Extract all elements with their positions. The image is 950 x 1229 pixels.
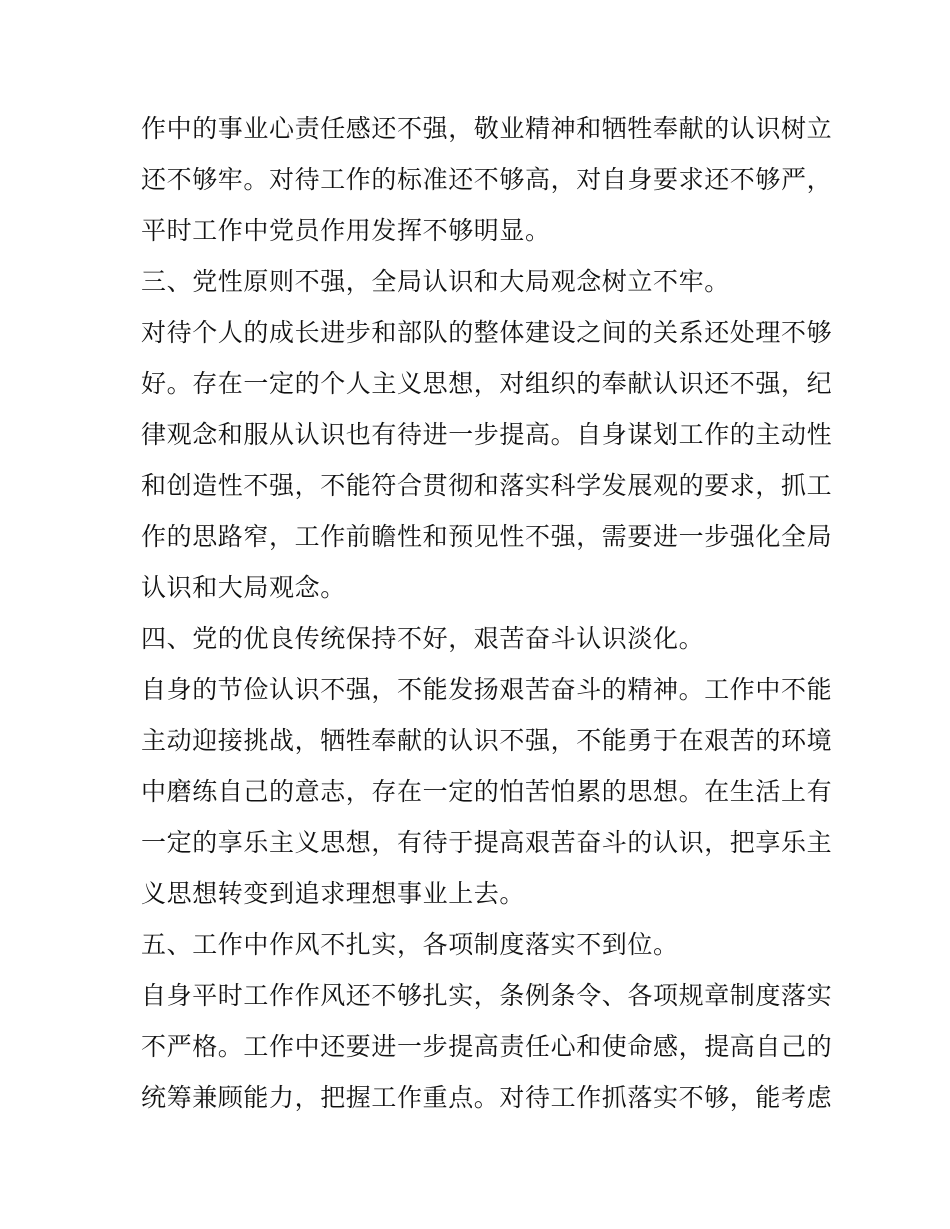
text-line: 主动迎接挑战，牺牲奉献的认识不强，不能勇于在艰苦的环境 xyxy=(141,726,833,755)
section-heading-5: 五、工作中作风不扎实，各项制度落实不到位。 xyxy=(141,930,679,959)
text-line: 统筹兼顾能力，把握工作重点。对待工作抓落实不够，能考虑 xyxy=(141,1083,833,1112)
section-heading-4: 四、党的优良传统保持不好，艰苦奋斗认识淡化。 xyxy=(141,624,705,653)
text-line: 一定的享乐主义思想，有待于提高艰苦奋斗的认识，把享乐主 xyxy=(141,828,833,857)
text-line: 认识和大局观念。 xyxy=(141,573,346,602)
text-line: 不严格。工作中还要进一步提高责任心和使命感，提高自己的 xyxy=(141,1032,833,1061)
section-heading-3: 三、党性原则不强，全局认识和大局观念树立不牢。 xyxy=(141,267,730,296)
text-line: 平时工作中党员作用发挥不够明显。 xyxy=(141,216,551,245)
text-line: 自身的节俭认识不强，不能发扬艰苦奋斗的精神。工作中不能 xyxy=(141,675,833,704)
text-line: 还不够牢。对待工作的标准还不够高，对自身要求还不够严， xyxy=(141,165,833,194)
text-line: 对待个人的成长进步和部队的整体建设之间的关系还处理不够 xyxy=(141,318,833,347)
text-line: 义思想转变到追求理想事业上去。 xyxy=(141,879,526,908)
text-line: 作中的事业心责任感还不强，敬业精神和牺牲奉献的认识树立 xyxy=(141,114,833,143)
document-body xyxy=(141,103,833,1123)
text-line: 律观念和服从认识也有待进一步提高。自身谋划工作的主动性 xyxy=(141,420,833,449)
text-line: 中磨练自己的意志，存在一定的怕苦怕累的思想。在生活上有 xyxy=(141,777,833,806)
text-line: 自身平时工作作风还不够扎实，条例条令、各项规章制度落实 xyxy=(141,981,833,1010)
text-line: 和创造性不强，不能符合贯彻和落实科学发展观的要求，抓工 xyxy=(141,471,833,500)
text-line: 好。存在一定的个人主义思想，对组织的奉献认识还不强，纪 xyxy=(141,369,833,398)
text-line: 作的思路窄，工作前瞻性和预见性不强，需要进一步强化全局 xyxy=(141,522,833,551)
